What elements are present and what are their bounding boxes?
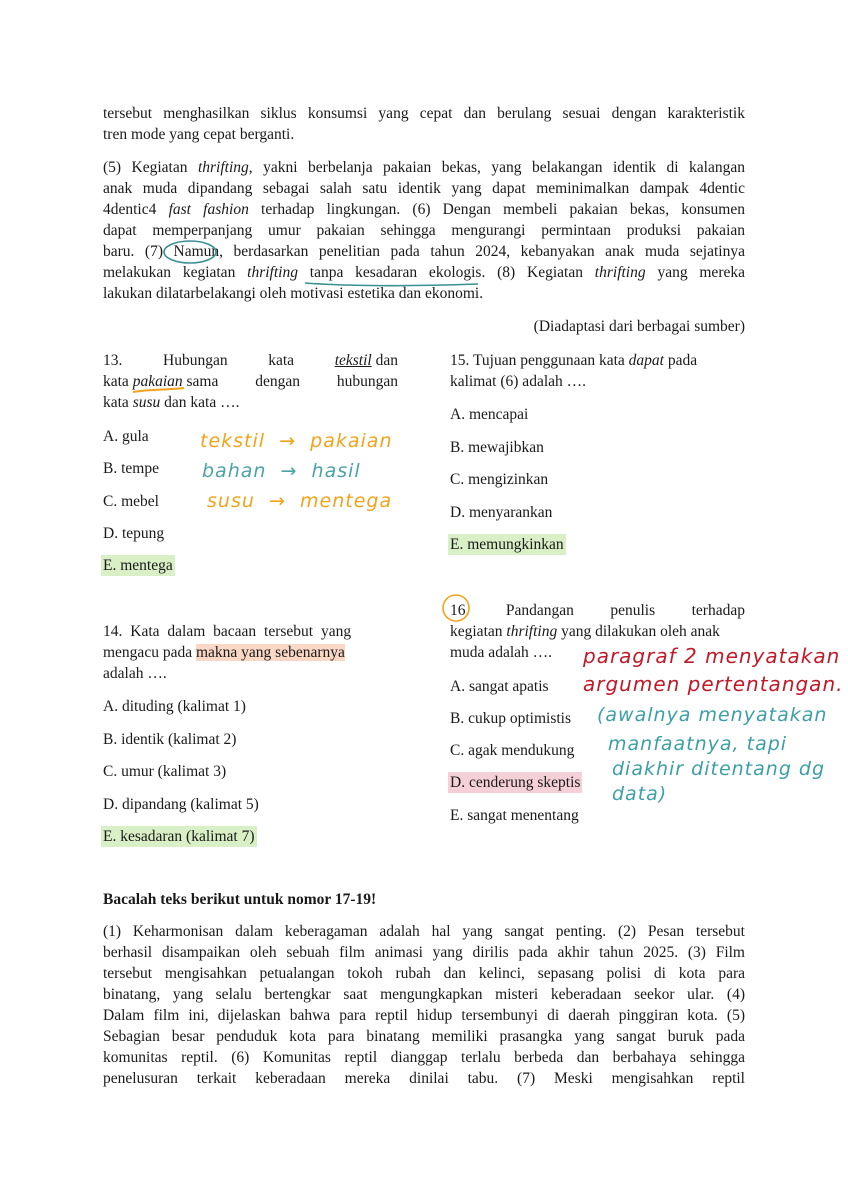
passage-line: tersebut menghasilkan siklus konsumsi yang cepat dan berulang sesuai dengan karakteristik bbox=[103, 105, 745, 122]
q13-option-a[interactable]: A. gula bbox=[103, 428, 149, 445]
source-note: (Diadaptasi dari berbagai sumber) bbox=[533, 318, 745, 335]
passage2-line: berhasil disampaikan oleh sebuah film animasi yang dirilis pada akhir tahun 2025. (3) Film bbox=[103, 944, 745, 961]
note-susu: susu → mentega bbox=[207, 490, 393, 512]
passage-line: baru. (7) Namun, berdasarkan penelitian pada tahun 2024, kebanyakan anak muda sejatinya bbox=[103, 243, 745, 260]
q15-stem-line2: kalimat (6) adalah …. bbox=[450, 373, 587, 390]
q13-stem-line1: 13. Hubungan kata tekstil dan bbox=[103, 352, 398, 369]
note-paragraf: paragraf 2 menyatakan bbox=[583, 644, 841, 668]
q15-option-b[interactable]: B. mewajibkan bbox=[450, 439, 544, 456]
passage2-line: penelusuran terkait keberadaan mereka dinilai tabu. (7) Meski mengisahkan reptil bbox=[103, 1070, 745, 1087]
q16-option-b[interactable]: B. cukup optimistis bbox=[450, 710, 571, 727]
q14-option-a[interactable]: A. dituding (kalimat 1) bbox=[103, 698, 246, 715]
passage-line: tren mode yang cepat berganti. bbox=[103, 126, 295, 143]
q14-option-e-selected[interactable]: E. kesadaran (kalimat 7) bbox=[103, 828, 255, 845]
q16-stem-line1: 16. Pandangan penulis terhadap bbox=[450, 600, 745, 622]
q16-option-c[interactable]: C. agak mendukung bbox=[450, 742, 575, 759]
passage2-line: (1) Keharmonisan dalam keberagaman adalah hal yang sangat penting. (2) Pesan tersebut bbox=[103, 923, 745, 940]
q14-option-b[interactable]: B. identik (kalimat 2) bbox=[103, 731, 237, 748]
passage-line: melakukan kegiatan thrifting tanpa kesadaran ekologis. (8) Kegiatan thrifting yang mereka bbox=[103, 264, 745, 281]
passage2-line: binatang, yang selalu bertengkar saat mengungkapkan misteri keberadaan seekor ular. (4) bbox=[103, 986, 745, 1003]
passage2-line: Dalam film ini, dijelaskan bahwa para reptil hidup tersembunyi di daerah pinggiran kota. (5) bbox=[103, 1007, 745, 1024]
passage-line: (5) Kegiatan thrifting, yakni berbelanja pakaian bekas, yang belakangan identik di kalangan bbox=[103, 159, 745, 176]
q15-option-c[interactable]: C. mengizinkan bbox=[450, 471, 549, 488]
q16-option-e[interactable]: E. sangat menentang bbox=[450, 807, 579, 824]
q13-option-d[interactable]: D. tepung bbox=[103, 525, 165, 542]
note-bahan: bahan → hasil bbox=[202, 460, 361, 482]
q16-stem-line3: muda adalah …. bbox=[450, 644, 553, 661]
q16-number: 16. bbox=[450, 602, 470, 619]
pakaian-word: pakaian bbox=[132, 373, 183, 390]
q14-option-d[interactable]: D. dipandang (kalimat 5) bbox=[103, 796, 259, 813]
note-awalnya: (awalnya menyatakan bbox=[597, 704, 828, 726]
q16-stem-line2: kegiatan thrifting yang dilakukan oleh anak bbox=[450, 623, 720, 640]
note-diakhir: diakhir ditentang dg bbox=[612, 758, 826, 780]
note-data: data) bbox=[612, 783, 668, 805]
q13-stem-line3: kata susu dan kata …. bbox=[103, 394, 240, 411]
note-manfaatnya: manfaatnya, tapi bbox=[608, 733, 788, 755]
q14-stem-line1: 14. Kata dalam bacaan tersebut yang bbox=[103, 623, 352, 640]
q14-stem-line2: mengacu pada makna yang sebenarnya bbox=[103, 644, 345, 661]
section-heading: Bacalah teks berikut untuk nomor 17-19! bbox=[103, 891, 377, 908]
passage-line: lakukan dilatarbelakangi oleh motivasi estetika dan ekonomi. bbox=[103, 285, 484, 302]
makna-highlight: makna yang sebenarnya bbox=[195, 644, 345, 661]
passage2-line: Sebagian besar penduduk kota para binatang memiliki prasangka yang sangat buruk pada bbox=[103, 1028, 745, 1045]
passage-line: dapat memperpanjang umur pakaian sehingga mengurangi permintaan produksi pakaian bbox=[103, 222, 745, 239]
q15-stem-line1: 15. Tujuan penggunaan kata dapat pada bbox=[450, 352, 698, 369]
q13-option-c[interactable]: C. mebel bbox=[103, 493, 159, 510]
namun-word: Namun bbox=[173, 243, 220, 260]
q15-option-a[interactable]: A. mencapai bbox=[450, 406, 529, 423]
q13-option-e-selected[interactable]: E. mentega bbox=[103, 557, 173, 574]
passage2-line: komunitas reptil. (6) Komunitas reptil dianggap terlalu berbeda dan berbahaya sehingga bbox=[103, 1049, 745, 1066]
q13-stem-line2: kata pakaian sama dengan hubungan bbox=[103, 373, 398, 390]
q16-option-d-selected[interactable]: D. cenderung skeptis bbox=[450, 774, 581, 791]
passage-line: 4dentic4 fast fashion terhadap lingkungan. (6) Dengan membeli pakaian bekas, konsumen bbox=[103, 201, 745, 218]
q14-stem-line3: adalah …. bbox=[103, 665, 167, 682]
note-tekstil: tekstil → pakaian bbox=[200, 430, 393, 452]
q14-option-c[interactable]: C. umur (kalimat 3) bbox=[103, 763, 227, 780]
note-argumen: argumen pertentangan. bbox=[583, 672, 844, 696]
passage2-line: tersebut mengisahkan petualangan tokoh rubah dan kelinci, sepasang polisi di kota para bbox=[103, 965, 745, 982]
q15-option-d[interactable]: D. menyarankan bbox=[450, 504, 553, 521]
q13-option-b[interactable]: B. tempe bbox=[103, 460, 159, 477]
q15-option-e-selected[interactable]: E. memungkinkan bbox=[450, 536, 564, 553]
q16-option-a[interactable]: A. sangat apatis bbox=[450, 678, 549, 695]
passage-line: anak muda dipandang sebagai salah satu identik yang dapat meminimalkan dampak 4dentic bbox=[103, 180, 745, 197]
